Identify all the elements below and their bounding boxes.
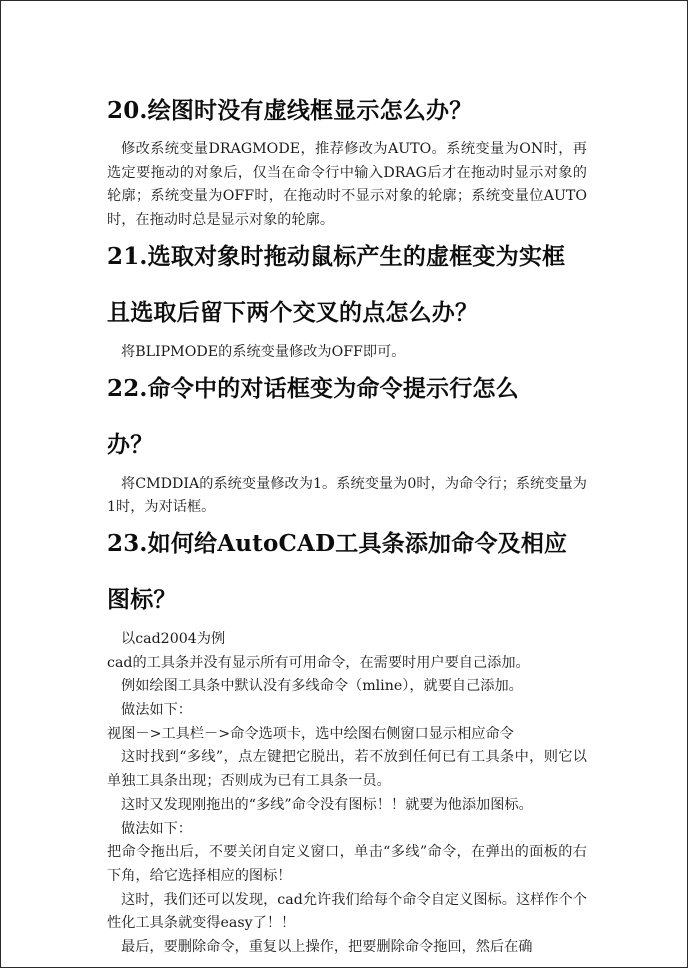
document-body [107, 87, 587, 960]
section-heading: 23.如何给AutoCAD工具条添加命令及相应图标？ [107, 529, 568, 613]
answer-paragraph: 做法如下： [121, 820, 192, 837]
answer-paragraph: cad的工具条并没有显示所有可用命令，在需要时用户要自己添加。 [107, 654, 530, 671]
answer-paragraph: 这时找到“多线”，点左键把它脱出，若不放到任何已有工具条中，则它以单独工具条出现；否则成为已有工具条一员。 [107, 749, 587, 790]
faq-section-20 [107, 87, 587, 233]
answer-paragraph: 做法如下： [121, 702, 192, 719]
answer-paragraph: 最后，要删除命令，重复以上操作，把要删除命令拖回，然后在确 [121, 939, 533, 956]
answer-paragraph: 例如绘图工具条中默认没有多线命令（mline），就要自己添加。 [121, 678, 523, 695]
answer-paragraph: 将BLIPMODE的系统变量修改为OFF即可。 [121, 343, 406, 360]
section-heading: 22.命令中的对话框变为命令提示行怎么办？ [107, 374, 519, 458]
answer-paragraph: 修改系统变量DRAGMODE，推荐修改为AUTO。系统变量为ON时，再选定要拖动的对象后，仅当在命令行中输入DRAG后才在拖动时显示对象的轮廓；系统变量为OFF时，在拖动时不显示对象的轮廓；系统变量位AUTO时，在拖动时总是显示对象的轮廓。 [107, 141, 587, 229]
section-heading: 20.绘图时没有虚线框显示怎么办？ [107, 97, 473, 124]
answer-paragraph: 以cad2004为例 [121, 630, 226, 647]
answer-paragraph: 把命令拖出后，不要关闭自定义窗口，单击“多线”命令，在弹出的面板的右下角，给它选择相应的图标！ [107, 844, 587, 884]
answer-paragraph: 视图－>工具栏－>命令选项卡，选中绘图右侧窗口显示相应命令 [107, 725, 514, 742]
section-heading: 21.选取对象时拖动鼠标产生的虚框变为实框且选取后留下两个交叉的点怎么办？ [107, 242, 566, 326]
answer-paragraph: 这时又发现刚拖出的“多线”命令没有图标！！就要为他添加图标。 [121, 796, 533, 813]
answer-paragraph: 将CMDDIA的系统变量修改为1。系统变量为0时，为命令行；系统变量为1时，为对话框。 [107, 475, 587, 516]
faq-section-23 [107, 516, 587, 960]
answer-paragraph: 这时，我们还可以发现，cad允许我们给每个命令自定义图标。这样作个个性化工具条就变得easy了！！ [107, 891, 587, 932]
faq-section-22 [107, 361, 587, 520]
faq-section-21 [107, 229, 587, 365]
